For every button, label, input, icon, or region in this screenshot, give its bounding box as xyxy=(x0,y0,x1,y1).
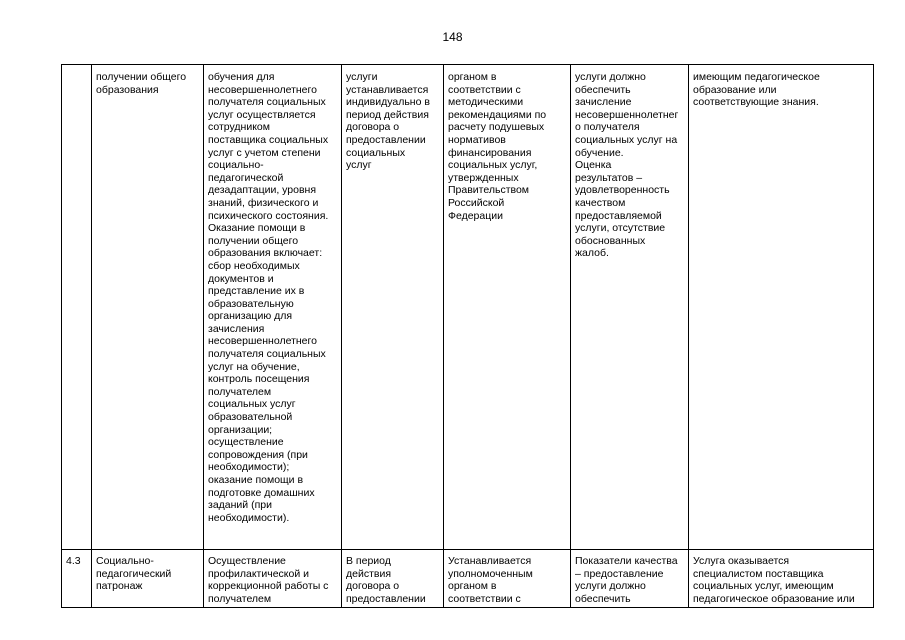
cell-service-term: услуги устанавливается индивидуально в период действия договора о предоставлении социальных услуг xyxy=(342,65,444,550)
cell-quality-indicators: услуги должно обеспечить зачисление несовершеннолетнег о получателя социальных услуг на обучение. Оценка результатов – удовлетворенность качеством предоставляемой услуги, отсутствие обоснованных жалоб. xyxy=(571,65,689,550)
cell-number xyxy=(62,65,92,550)
cell-number: 4.3 xyxy=(62,550,92,608)
page-number: 148 xyxy=(442,30,463,44)
services-table xyxy=(61,64,874,608)
cell-service-conditions: Услуга оказывается специалистом поставщика социальных услуг, имеющим педагогическое образование или xyxy=(689,550,874,608)
table-row xyxy=(62,65,874,550)
cell-service-content: Осуществление профилактической и коррекционной работы с получателем xyxy=(204,550,342,608)
cell-service-term: В период действия договора о предоставлении xyxy=(342,550,444,608)
cell-service-content: обучения для несовершеннолетнего получателя социальных услуг осуществляется сотрудником поставщика социальных услуг с учетом степени социально- педагогической дезадаптации, уровня знаний, физического и психического состояния. Оказание помощи в получении общего образования включает: сбор необходимых документов и представление их в образовательную организацию для зачисления несовершеннолетнего получателя социальных услуг на обучение, контроль посещения получателем социальных услуг образовательной организации; осуществление сопровождения (при необходимости); оказание помощи в подготовке домашних заданий (при необходимости). xyxy=(204,65,342,550)
cell-service-name: получении общего образования xyxy=(92,65,204,550)
cell-service-rate: Устанавливается уполномоченным органом в соответствии с xyxy=(444,550,571,608)
table-row xyxy=(62,550,874,608)
cell-service-conditions: имеющим педагогическое образование или соответствующие знания. xyxy=(689,65,874,550)
cell-service-name: Социально- педагогический патронаж xyxy=(92,550,204,608)
cell-quality-indicators: Показатели качества – предоставление услуги должно обеспечить xyxy=(571,550,689,608)
cell-service-rate: органом в соответствии с методическими рекомендациями по расчету подушевых нормативов финансирования социальных услуг, утвержденных Правительством Российской Федерации xyxy=(444,65,571,550)
